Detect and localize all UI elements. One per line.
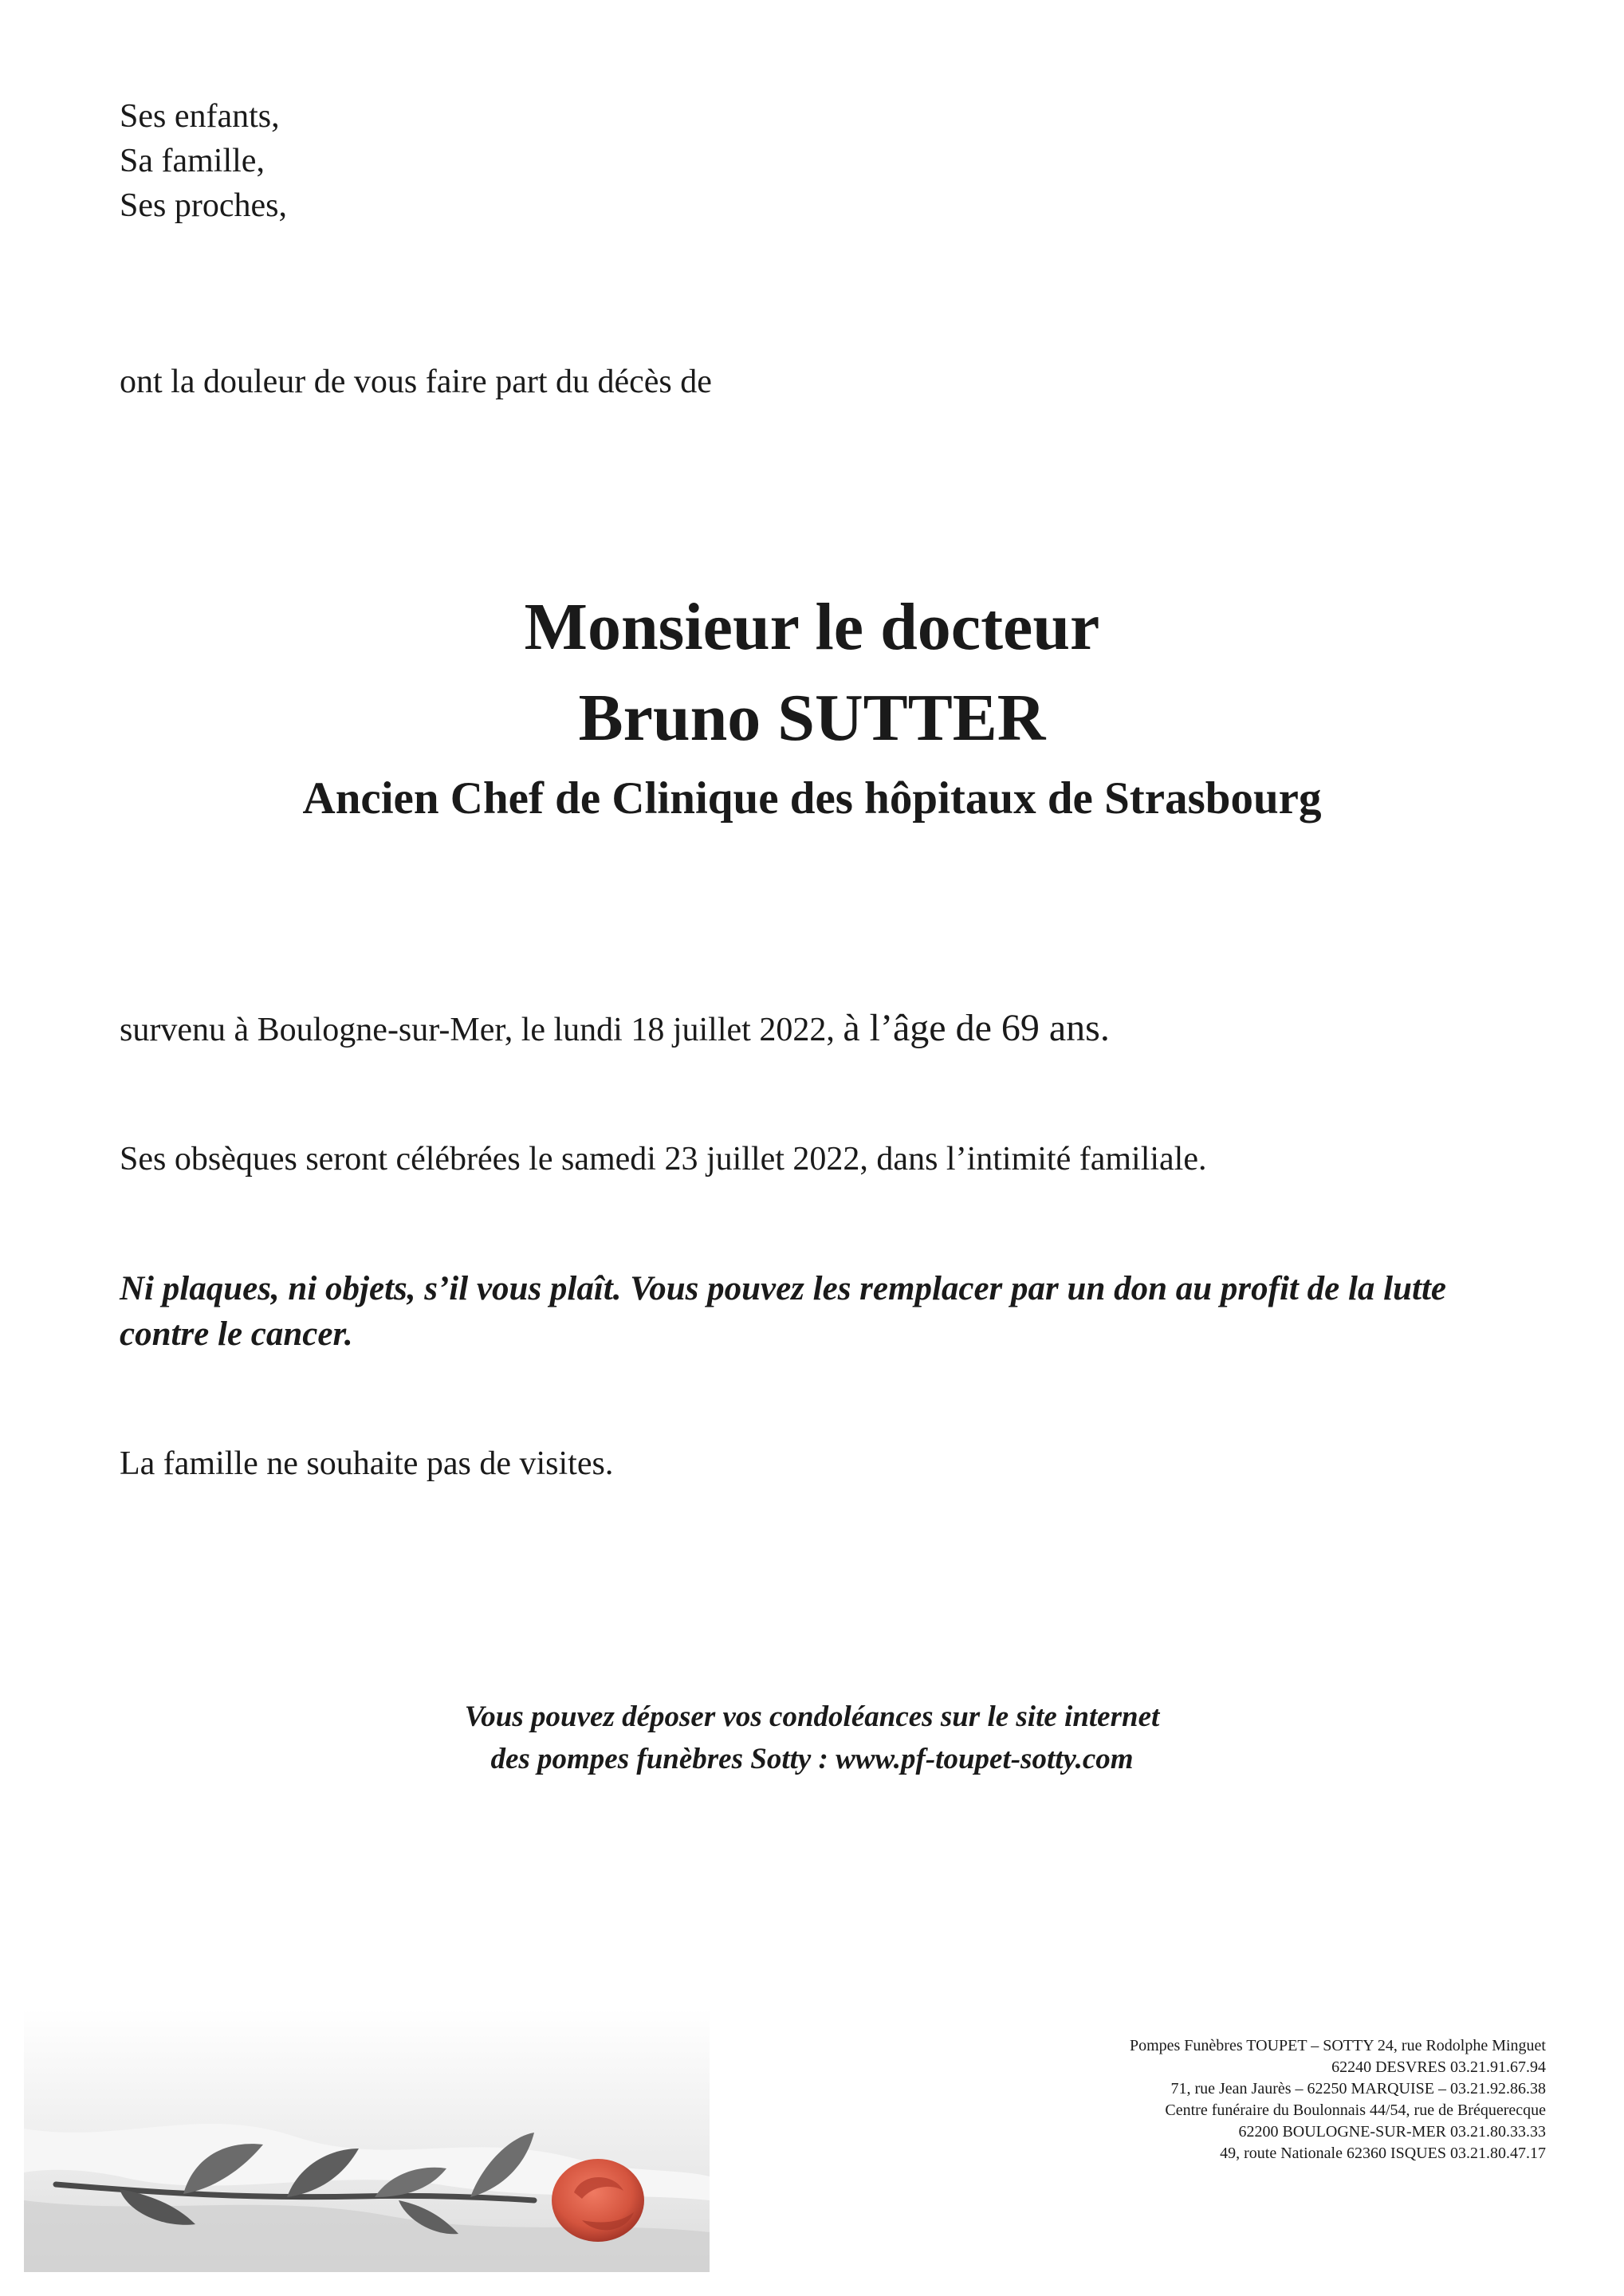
contact-line-4: Centre funéraire du Boulonnais 44/54, rue de Bréquerecque <box>1165 2101 1546 2119</box>
contact-line-2: 62240 DESVRES 03.21.91.67.94 <box>1331 2058 1546 2076</box>
funeral-home-contacts <box>1130 2035 1546 2164</box>
deceased-block <box>0 582 1624 831</box>
contact-line-6: 49, route Nationale 62360 ISQUES 03.21.80.47.17 <box>1220 2145 1546 2162</box>
death-place-date: survenu à Boulogne-sur-Mer, le lundi 18 juillet 2022, <box>120 1012 835 1048</box>
rose-on-beach-image <box>24 2009 710 2272</box>
contact-line-1: Pompes Funèbres TOUPET – SOTTY 24, rue Rodolphe Minguet <box>1129 2037 1546 2054</box>
funeral-details: Ses obsèques seront célébrées le samedi 23 juillet 2022, dans l’intimité familiale. <box>120 1141 1207 1177</box>
condolences-note <box>0 1696 1624 1780</box>
death-age: à l’âge de 69 ans. <box>843 1007 1110 1049</box>
contact-line-3: 71, rue Jean Jaurès – 62250 MARQUISE – 03.21.92.86.38 <box>1170 2080 1546 2097</box>
intro-line-family: Sa famille, <box>120 143 265 179</box>
contact-line-5: 62200 BOULOGNE-SUR-MER 03.21.80.33.33 <box>1238 2123 1546 2141</box>
deceased-title: Ancien Chef de Clinique des hôpitaux de Strasbourg <box>302 773 1322 824</box>
rose-flower <box>552 2159 644 2242</box>
condolences-line-1: Vous pouvez déposer vos condoléances sur le site internet <box>464 1700 1160 1733</box>
family-intro <box>120 94 287 228</box>
deceased-name: Bruno SUTTER <box>578 681 1046 755</box>
condolences-line-2: des pompes funèbres Sotty : www.pf-toupet-sotty.com <box>490 1743 1134 1775</box>
death-details <box>120 1006 1110 1050</box>
intro-line-relatives: Ses proches, <box>120 187 287 224</box>
flowers-note: Ni plaques, ni objets, s’il vous plaît. Vous pouvez les remplacer par un don au profit de la lutte contre le cancer. <box>120 1270 1447 1353</box>
intro-line-children: Ses enfants, <box>120 98 280 135</box>
deceased-honorific: Monsieur le docteur <box>524 590 1100 664</box>
visits-note: La famille ne souhaite pas de visites. <box>120 1445 614 1482</box>
announcement-text: ont la douleur de vous faire part du décès de <box>120 364 712 400</box>
